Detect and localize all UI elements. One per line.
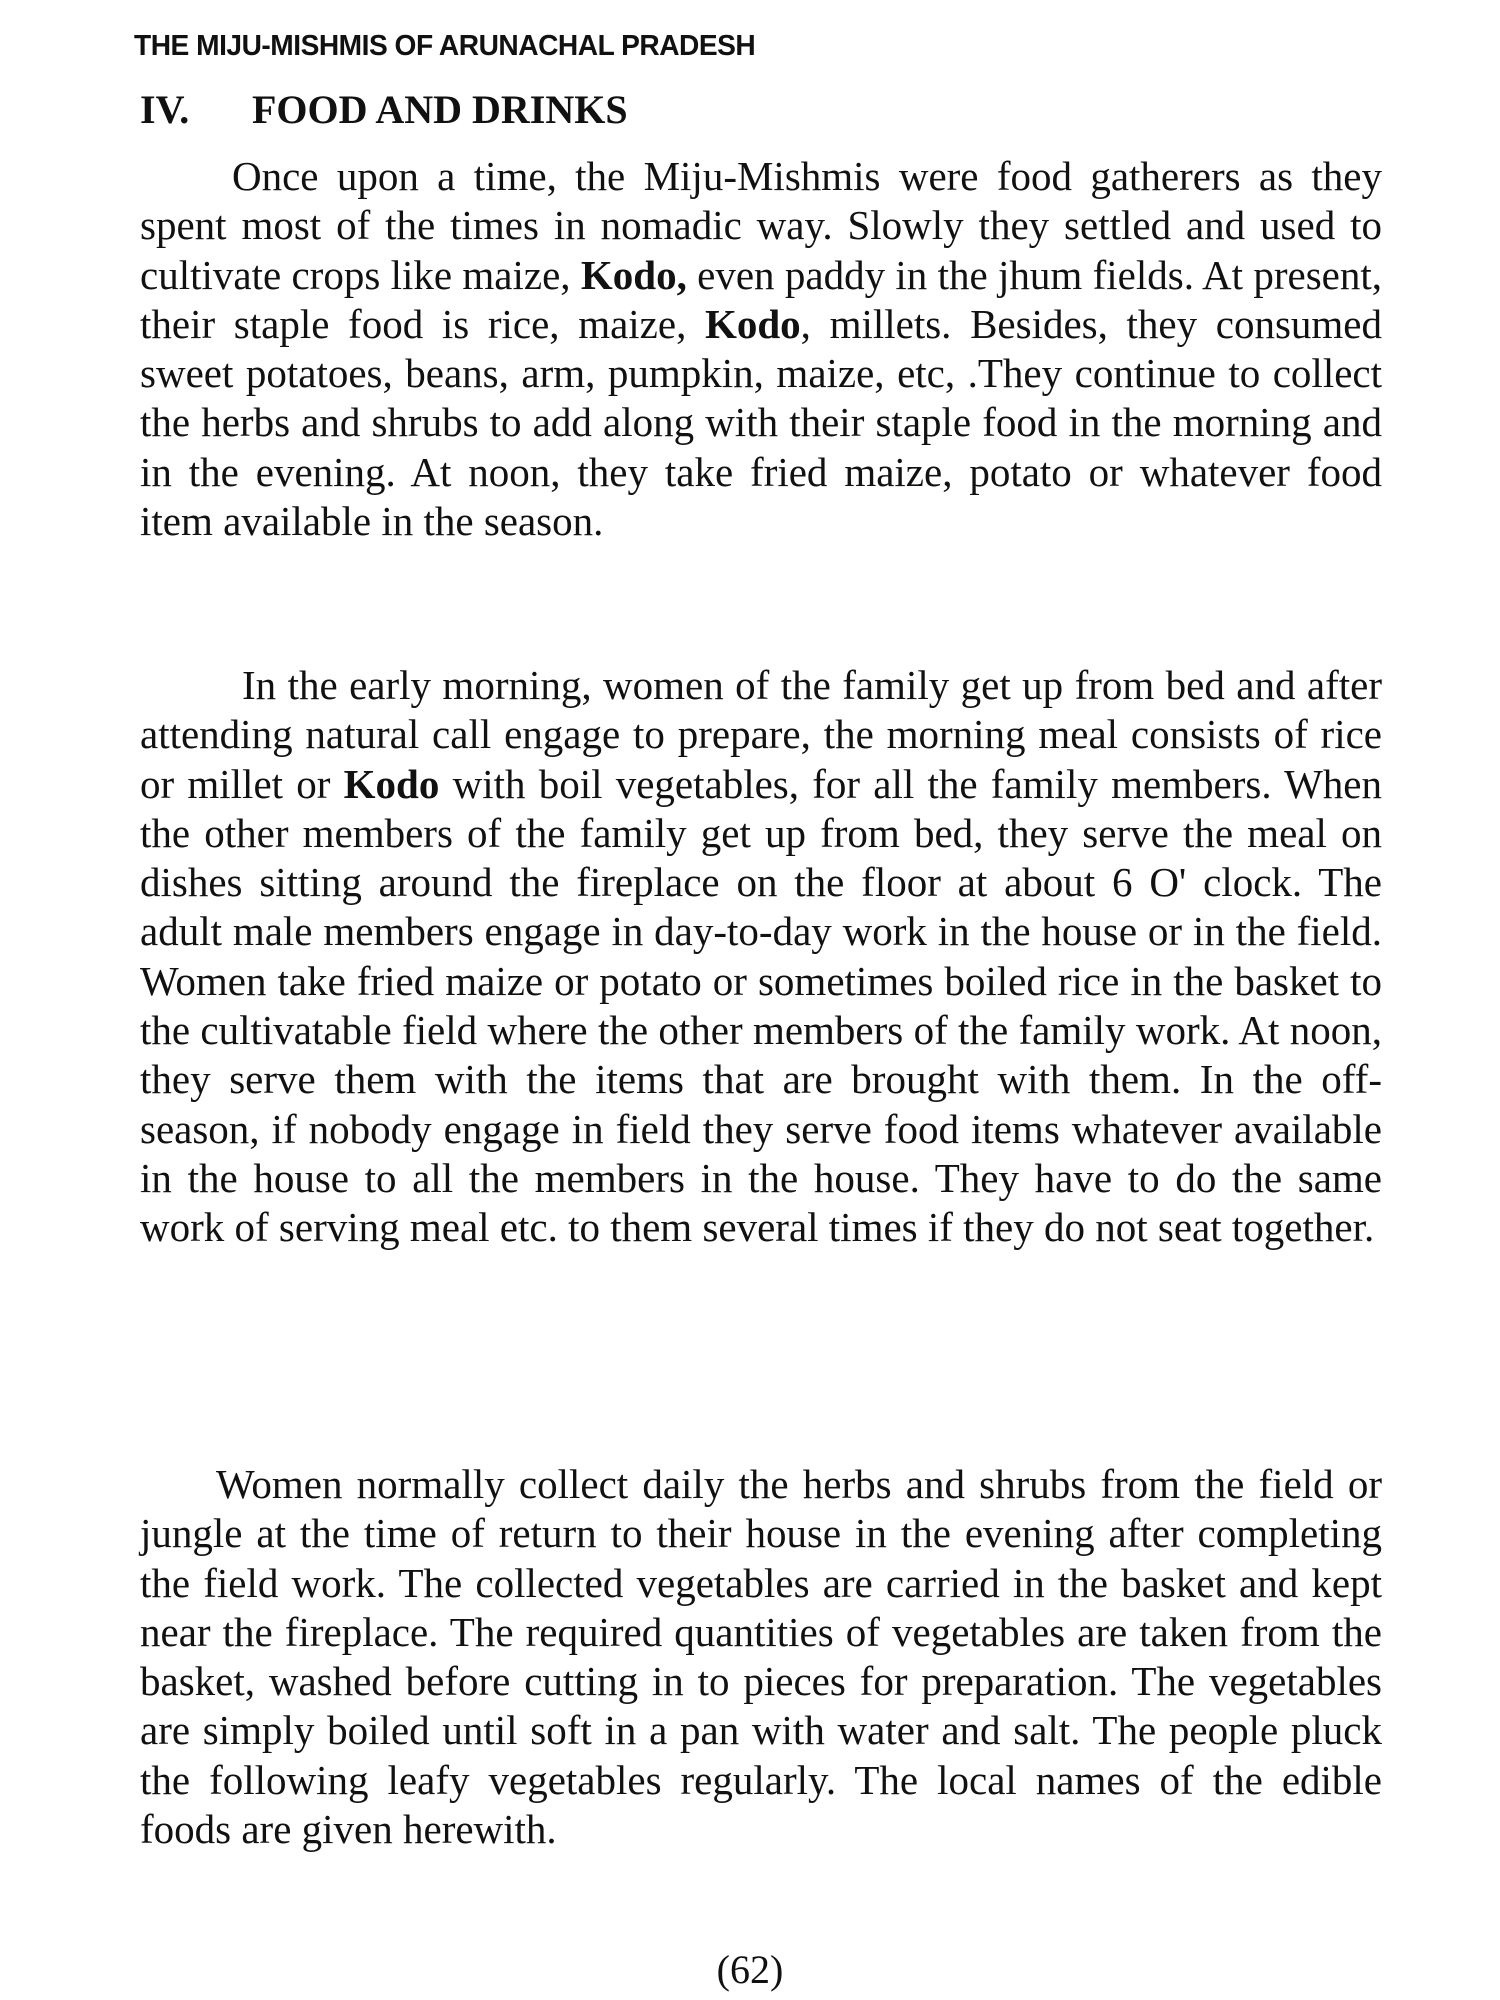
text-run: with boil vegetables, for all the family members. When the other members of the family get up from bed, they serve the meal on dishes sitting around the fireplace on the floor at about 6 O' clock. The adult male members engage in day-to-day work in the house or in the field. Women take fried maize or potato or sometimes boiled rice in the basket to the cultivatable field where the other members of the family work. At noon, they serve them with the items that are brought with them. In the off-season, if nobody engage in field they serve food items whatever available in the house to all the members in the house. They have to do the same work of serving meal etc. to them several times if they do not seat together. (140, 760, 1382, 1251)
paragraph-2-text (140, 661, 1382, 1253)
paragraph-1 (140, 152, 1382, 546)
section-title: FOOD AND DRINKS (252, 87, 628, 132)
bold-term: Kodo (704, 300, 801, 347)
text-run: even paddy in the jhum fields. At present, their staple food is rice, maize, (140, 251, 1382, 347)
paragraph-3-text (140, 1460, 1382, 1854)
paragraph-1-text (140, 152, 1382, 546)
bold-term: Kodo (343, 760, 440, 807)
text-run: , millets. Besides, they consumed sweet potatoes, beans, arm, pumpkin, maize, etc, .They continue to collect the herbs and shrubs to add along with their staple food in the morning and in the evening. At noon, they take fried maize, potato or whatever food item available in the season. (140, 300, 1382, 545)
section-heading (140, 86, 628, 133)
text-run: Once upon a time, the Miju-Mishmis were food gatherers as they spent most of the times in nomadic way. Slowly they settled and used to cultivate crops like maize, (140, 153, 1382, 298)
running-head: THE MIJU-MISHMIS OF ARUNACHAL PRADESH (134, 30, 756, 62)
text-run: In the early morning, women of the family get up from bed and after attending natural call engage to prepare, the morning meal consists of rice or millet or (140, 662, 1382, 807)
paragraph-3 (140, 1460, 1382, 1854)
bold-term: Kodo, (580, 251, 687, 298)
text-run: Women normally collect daily the herbs and shrubs from the field or jungle at the time of return to their house in the evening after completing the field work. The collected vegetables are carried in the basket and kept near the fireplace. The required quantities of vegetables are taken from the basket, washed before cutting in to pieces for preparation. The vegetables are simply boiled until soft in a pan with water and salt. The people pluck the following leafy vegetables regularly. The local names of the edible foods are given herewith. (140, 1461, 1382, 1853)
paragraph-2 (140, 661, 1382, 1253)
section-number: IV. (140, 87, 190, 132)
page-number: (62) (716, 1947, 784, 1992)
